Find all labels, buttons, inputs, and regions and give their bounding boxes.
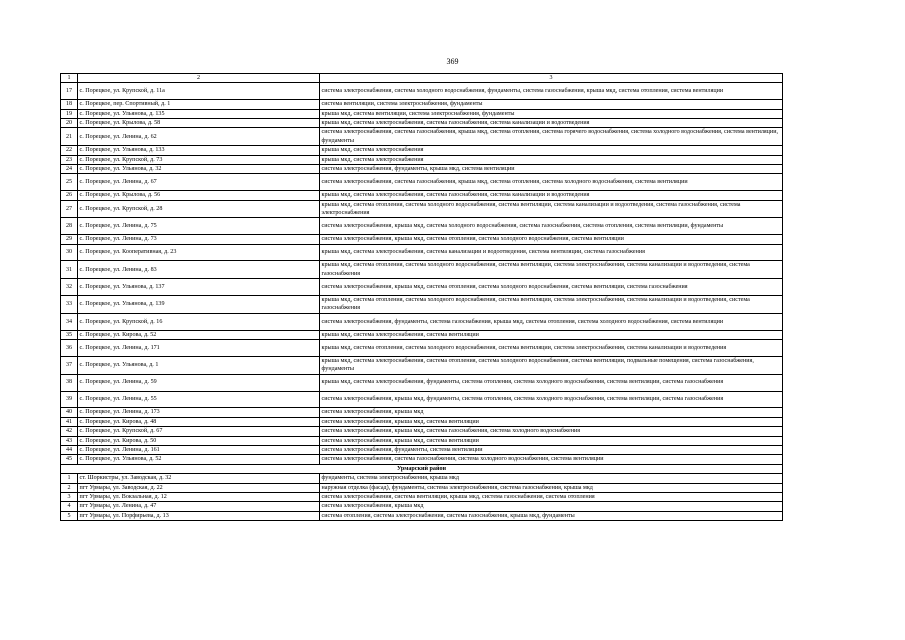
table-row bbox=[61, 356, 783, 374]
table-row bbox=[61, 155, 783, 164]
row-systems: система электроснабжения, крыша мкд, система газоснабжения, система холодного водоснабжения bbox=[320, 427, 783, 436]
row-number: 30 bbox=[61, 244, 78, 261]
row-systems: крыша мкд, система электроснабжения, фундаменты, система отопления, система холодного водоснабжения, система вентиляции, система газоснабжения bbox=[320, 374, 783, 391]
row-number: 4 bbox=[61, 502, 78, 511]
row-address: с. Порецкое, ул. Крупской, д. 28 bbox=[78, 200, 320, 218]
row-systems: крыша мкд, система электроснабжения, система газоснабжения, система канализации и водоотведения bbox=[320, 119, 783, 128]
row-address: с. Порецкое, ул. Ленина, д. 59 bbox=[78, 374, 320, 391]
row-address: с. Порецкое, ул. Ульянова, д. 135 bbox=[78, 109, 320, 118]
table-row bbox=[61, 445, 783, 454]
row-number: 37 bbox=[61, 356, 78, 374]
row-systems: система электроснабжения, фундаменты, система газоснабжения, крыша мкд, система отопления, система холодного водоснабжения, система вентиляции bbox=[320, 313, 783, 330]
row-address: с. Порецкое, ул. Ульянова, д. 139 bbox=[78, 296, 320, 314]
table-row bbox=[61, 492, 783, 501]
row-number: 31 bbox=[61, 261, 78, 279]
row-address: с. Порецкое, ул. Ленина, д. 62 bbox=[78, 128, 320, 146]
row-address: с. Порецкое, пер. Спортивный, д. 1 bbox=[78, 100, 320, 109]
row-address: с. Порецкое, ул. Крупской, д. 67 bbox=[78, 427, 320, 436]
page-number: 369 bbox=[446, 57, 459, 66]
table-row bbox=[61, 218, 783, 235]
row-systems: система вентиляции, система электроснабжения, фундаменты bbox=[320, 100, 783, 109]
row-number: 42 bbox=[61, 427, 78, 436]
row-address: с. Порецкое, ул. Кирова, д. 52 bbox=[78, 330, 320, 339]
table-row bbox=[61, 313, 783, 330]
row-number: 27 bbox=[61, 200, 78, 218]
row-address: с. Порецкое, ул. Крупской, д. 16 bbox=[78, 313, 320, 330]
row-systems: система электроснабжения, крыша мкд, система вентиляции bbox=[320, 436, 783, 445]
row-systems: система электроснабжения, система вентиляции, крыша мкд, система газоснабжения, система отопления bbox=[320, 492, 783, 501]
row-systems: система электроснабжения, крыша мкд, система отопления, система холодного водоснабжения, система вентиляции bbox=[320, 235, 783, 244]
row-number: 5 bbox=[61, 511, 78, 520]
table-row bbox=[61, 340, 783, 357]
row-systems: система электроснабжения, фундаменты, система вентиляции bbox=[320, 445, 783, 454]
row-address: с. Порецкое, ул. Ленина, д. 161 bbox=[78, 445, 320, 454]
table-header-row bbox=[61, 74, 783, 83]
row-systems: крыша мкд, система вентиляции, система электроснабжения, фундаменты bbox=[320, 109, 783, 118]
row-address: с. Порецкое, ул. Ленина, д. 73 bbox=[78, 235, 320, 244]
row-number: 1 bbox=[61, 474, 78, 483]
row-address: с. Порецкое, ул. Кирова, д. 50 bbox=[78, 436, 320, 445]
table-row bbox=[61, 174, 783, 191]
row-systems: система электроснабжения, крыша мкд bbox=[320, 408, 783, 417]
row-number: 20 bbox=[61, 119, 78, 128]
row-address: с. Порецкое, ул. Ульянова, д. 52 bbox=[78, 455, 320, 464]
row-number: 3 bbox=[61, 492, 78, 501]
row-number: 18 bbox=[61, 100, 78, 109]
row-number: 2 bbox=[61, 483, 78, 492]
table-row bbox=[61, 165, 783, 174]
row-systems: наружная отделка (фасад), фундаменты, система электроснабжения, система газоснабжения, крыша мкд bbox=[320, 483, 783, 492]
row-systems: крыша мкд, система электроснабжения, система канализации и водоотведения, система вентиляции, система газоснабжения bbox=[320, 244, 783, 261]
row-number: 21 bbox=[61, 128, 78, 146]
row-address: с. Порецкое, ул. Ленина, д. 67 bbox=[78, 174, 320, 191]
row-systems: система электроснабжения, система газоснабжения, система холодного водоснабжения, система вентиляции bbox=[320, 455, 783, 464]
row-number: 43 bbox=[61, 436, 78, 445]
row-number: 22 bbox=[61, 146, 78, 155]
table-row bbox=[61, 261, 783, 279]
table-row bbox=[61, 511, 783, 520]
row-address: с. Порецкое, ул. Крупской, д. 11а bbox=[78, 83, 320, 100]
objects-table bbox=[60, 73, 783, 521]
table-row bbox=[61, 146, 783, 155]
row-address: с. Порецкое, ул. Ленина, д. 171 bbox=[78, 340, 320, 357]
row-number: 34 bbox=[61, 313, 78, 330]
row-number: 33 bbox=[61, 296, 78, 314]
row-number: 36 bbox=[61, 340, 78, 357]
row-address: пгт Урмары, ул. Вокзальная, д. 12 bbox=[78, 492, 320, 501]
row-number: 45 bbox=[61, 455, 78, 464]
row-number: 32 bbox=[61, 279, 78, 296]
table-row bbox=[61, 455, 783, 464]
table-row bbox=[61, 83, 783, 100]
row-systems: система электроснабжения, крыша мкд bbox=[320, 502, 783, 511]
row-number: 28 bbox=[61, 218, 78, 235]
table-row bbox=[61, 436, 783, 445]
header-col-2: 2 bbox=[78, 74, 320, 83]
row-address: с. Порецкое, ул. Крылова, д. 56 bbox=[78, 191, 320, 200]
table-row bbox=[61, 119, 783, 128]
row-systems: система электроснабжения, крыша мкд, система отопления, система холодного водоснабжения, система вентиляции, система газоснабжения bbox=[320, 279, 783, 296]
table-row bbox=[61, 391, 783, 408]
row-systems: система электроснабжения, крыша мкд, система вентиляции bbox=[320, 417, 783, 426]
table-row bbox=[61, 109, 783, 118]
section-title: Урмарский район bbox=[61, 464, 783, 473]
row-systems: фундаменты, система электроснабжения, крыша мкд bbox=[320, 474, 783, 483]
row-systems: крыша мкд, система электроснабжения, система вентиляции bbox=[320, 330, 783, 339]
row-number: 41 bbox=[61, 417, 78, 426]
row-systems: крыша мкд, система отопления, система холодного водоснабжения, система вентиляции, система электроснабжения, система канализации и водоотведения bbox=[320, 340, 783, 357]
row-systems: система электроснабжения, крыша мкд, фундаменты, система отопления, система холодного водоснабжения, система вентиляции, система газоснабжения bbox=[320, 391, 783, 408]
row-address: пгт Урмары, ул. Порфирьева, д. 13 bbox=[78, 511, 320, 520]
table-row bbox=[61, 128, 783, 146]
row-number: 24 bbox=[61, 165, 78, 174]
row-systems: система электроснабжения, крыша мкд, система холодного водоснабжения, система газоснабжения, система отопления, система вентиляции, фундаменты bbox=[320, 218, 783, 235]
row-number: 44 bbox=[61, 445, 78, 454]
table-row bbox=[61, 279, 783, 296]
row-number: 40 bbox=[61, 408, 78, 417]
row-systems: система электроснабжения, система газоснабжения, крыша мкд, система отопления, система горячего водоснабжения, система холодного водоснабжения, система вентиляции, фундаменты bbox=[320, 128, 783, 146]
row-address: с. Порецкое, ул. Ленина, д. 83 bbox=[78, 261, 320, 279]
row-address: с. Порецкое, ул. Кирова, д. 48 bbox=[78, 417, 320, 426]
row-address: с. Порецкое, ул. Крупской, д. 73 bbox=[78, 155, 320, 164]
row-number: 17 bbox=[61, 83, 78, 100]
row-systems: система электроснабжения, система холодного водоснабжения, фундаменты, система газоснабжения, крыша мкд, система отопления, система вентиляции bbox=[320, 83, 783, 100]
table-row bbox=[61, 100, 783, 109]
row-number: 29 bbox=[61, 235, 78, 244]
table-row bbox=[61, 427, 783, 436]
row-address: с. Порецкое, ул. Крылова, д. 58 bbox=[78, 119, 320, 128]
row-number: 25 bbox=[61, 174, 78, 191]
row-systems: система отопления, система электроснабжения, система газоснабжения, крыша мкд, фундаменты bbox=[320, 511, 783, 520]
table-row bbox=[61, 296, 783, 314]
section-title-row bbox=[61, 464, 783, 473]
table-row bbox=[61, 502, 783, 511]
row-systems: крыша мкд, система отопления, система холодного водоснабжения, система вентиляции, система канализации и водоотведения, система газоснабжения, система электроснабжения bbox=[320, 200, 783, 218]
row-address: с. Порецкое, ул. Ульянова, д. 1 bbox=[78, 356, 320, 374]
row-address: с. Порецкое, ул. Ленина, д. 75 bbox=[78, 218, 320, 235]
row-systems: крыша мкд, система электроснабжения bbox=[320, 146, 783, 155]
row-address: с. Порецкое, ул. Ленина, д. 173 bbox=[78, 408, 320, 417]
row-number: 26 bbox=[61, 191, 78, 200]
table-row bbox=[61, 474, 783, 483]
row-systems: крыша мкд, система отопления, система холодного водоснабжения, система вентиляции, система электроснабжения, система канализации и водоотведения, система газоснабжения bbox=[320, 296, 783, 314]
row-systems: крыша мкд, система электроснабжения, система отопления, система холодного водоснабжения, система вентиляции, подвальные помещения, система газоснабжения, фундаменты bbox=[320, 356, 783, 374]
table-row bbox=[61, 483, 783, 492]
row-number: 19 bbox=[61, 109, 78, 118]
header-col-1: 1 bbox=[61, 74, 78, 83]
row-systems: крыша мкд, система отопления, система холодного водоснабжения, система вентиляции, система электроснабжения, система канализации и водоотведения, система газоснабжения bbox=[320, 261, 783, 279]
row-address: с. Порецкое, ул. Ульянова, д. 32 bbox=[78, 165, 320, 174]
row-systems: система электроснабжения, фундаменты, крыша мкд, система вентиляции bbox=[320, 165, 783, 174]
row-systems: крыша мкд, система электроснабжения bbox=[320, 155, 783, 164]
row-address: ст. Шоркистры, ул. Заводская, д. 32 bbox=[78, 474, 320, 483]
row-address: с. Порецкое, ул. Ульянова, д. 137 bbox=[78, 279, 320, 296]
row-systems: крыша мкд, система электроснабжения, система газоснабжения, система канализации и водоотведения bbox=[320, 191, 783, 200]
table-row bbox=[61, 200, 783, 218]
row-number: 39 bbox=[61, 391, 78, 408]
row-number: 38 bbox=[61, 374, 78, 391]
table-row bbox=[61, 235, 783, 244]
table-row bbox=[61, 330, 783, 339]
table-row bbox=[61, 244, 783, 261]
table-row bbox=[61, 408, 783, 417]
row-number: 35 bbox=[61, 330, 78, 339]
table-row bbox=[61, 417, 783, 426]
row-address: с. Порецкое, ул. Кооперативная, д. 23 bbox=[78, 244, 320, 261]
row-address: с. Порецкое, ул. Ленина, д. 55 bbox=[78, 391, 320, 408]
row-address: пгт Урмары, ул. Ленина, д. 47 bbox=[78, 502, 320, 511]
row-address: пгт Урмары, ул. Заводская, д. 22 bbox=[78, 483, 320, 492]
row-address: с. Порецкое, ул. Ульянова, д. 133 bbox=[78, 146, 320, 155]
table-row bbox=[61, 191, 783, 200]
header-col-3: 3 bbox=[320, 74, 783, 83]
row-systems: система электроснабжения, система газоснабжения, крыша мкд, система отопления, система холодного водоснабжения, система вентиляции bbox=[320, 174, 783, 191]
row-number: 23 bbox=[61, 155, 78, 164]
table-row bbox=[61, 374, 783, 391]
